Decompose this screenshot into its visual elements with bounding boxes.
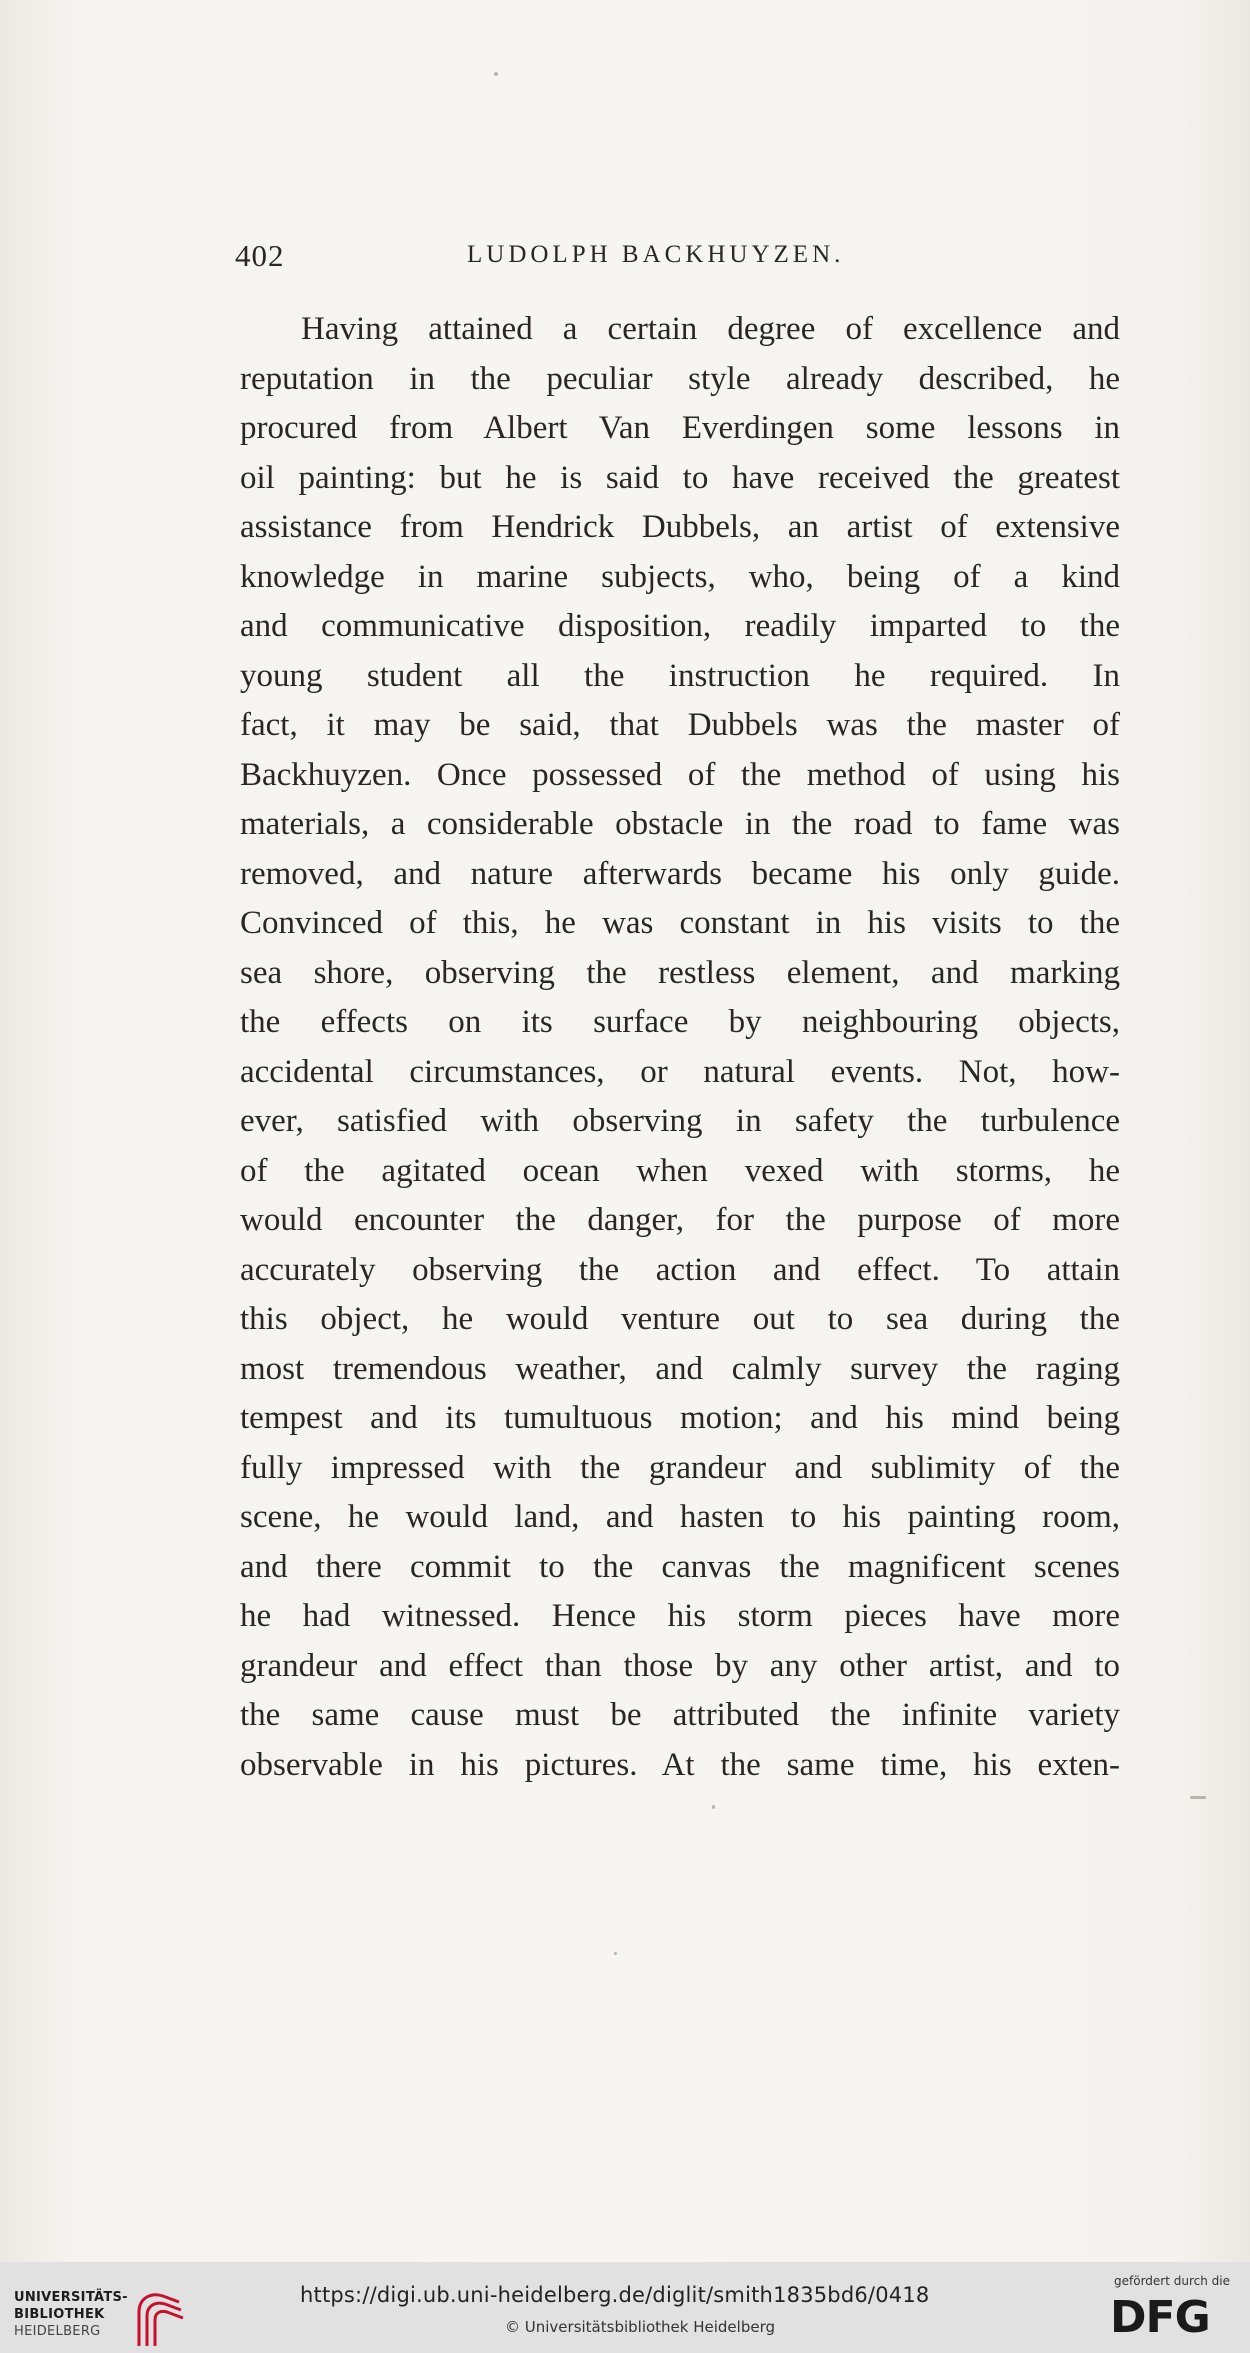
text-line: of the agitated ocean when vexed with storms, he: [240, 1152, 1120, 1189]
page-number: 402: [235, 238, 285, 273]
library-logo[interactable]: [14, 2286, 184, 2346]
copyright-notice: © Universitätsbibliothek Heidelberg: [505, 2318, 776, 2336]
running-head: [235, 238, 1115, 288]
text-line: scene, he would land, and hasten to his painting room,: [240, 1499, 1120, 1535]
paper-speck: [494, 72, 498, 76]
text-line: accidental circumstances, or natural events. Not, how-: [240, 1053, 1120, 1090]
text-line: Backhuyzen. Once possessed of the method of using his: [240, 756, 1120, 793]
library-name-line: BIBLIOTHEK: [14, 2307, 105, 2322]
text-line: tempest and its tumultuous motion; and his mind being: [240, 1400, 1120, 1436]
text-line: materials, a considerable obstacle in the road to fame was: [240, 806, 1120, 842]
text-line: ever, satisfied with observing in safety the turbulence: [240, 1103, 1120, 1139]
paper-speck: [1190, 1796, 1206, 1799]
paper-speck: [614, 1952, 617, 1955]
text-line: removed, and nature afterwards became his only guide.: [240, 855, 1120, 892]
text-line: knowledge in marine subjects, who, being of a kind: [240, 558, 1120, 595]
text-line: the same cause must be attributed the infinite variety: [240, 1697, 1120, 1733]
text-line: fully impressed with the grandeur and sublimity of the: [240, 1449, 1120, 1486]
text-line: and communicative disposition, readily imparted to the: [240, 608, 1120, 644]
text-line: fact, it may be said, that Dubbels was the master of: [240, 707, 1120, 743]
library-name-line: UNIVERSITÄTS-: [14, 2290, 128, 2305]
text-line: procured from Albert Van Everdingen some lessons in: [240, 410, 1120, 446]
viewer-footer: [0, 2262, 1250, 2353]
text-line: Having attained a certain degree of excellence and: [301, 311, 1120, 347]
text-line: and there commit to the canvas the magnificent scenes: [240, 1548, 1120, 1585]
text-line: young student all the instruction he required. In: [240, 657, 1120, 694]
dfg-logo[interactable]: DFG: [1110, 2292, 1210, 2343]
text-line: most tremendous weather, and calmly survey the raging: [240, 1350, 1120, 1387]
text-line: oil painting: but he is said to have received the greatest: [240, 459, 1120, 496]
text-line: the effects on its surface by neighbouring objects,: [240, 1004, 1120, 1040]
text-line: sea shore, observing the restless element, and marking: [240, 954, 1120, 991]
text-line: grandeur and effect than those by any other artist, and to: [240, 1647, 1120, 1684]
paper-speck: [712, 1805, 715, 1809]
text-line: observable in his pictures. At the same time, his exten-: [240, 1746, 1120, 1783]
text-line: this object, he would venture out to sea during the: [240, 1301, 1120, 1337]
text-line: would encounter the danger, for the purpose of more: [240, 1202, 1120, 1238]
library-emblem-icon: [129, 2286, 189, 2348]
permalink-url[interactable]: https://digi.ub.uni-heidelberg.de/diglit/smith1835bd6/0418: [300, 2283, 930, 2307]
text-line: he had witnessed. Hence his storm pieces have more: [240, 1598, 1120, 1634]
text-line: accurately observing the action and effect. To attain: [240, 1251, 1120, 1288]
text-line: assistance from Hendrick Dubbels, an artist of extensive: [240, 509, 1120, 545]
text-line: reputation in the peculiar style already described, he: [240, 360, 1120, 397]
funding-label: gefördert durch die: [1114, 2274, 1230, 2288]
library-name-line: HEIDELBERG: [14, 2324, 101, 2339]
text-line: Convinced of this, he was constant in his visits to the: [240, 905, 1120, 941]
running-title: LUDOLPH BACKHUYZEN.: [467, 241, 845, 268]
body-paragraph: [240, 305, 1120, 1790]
